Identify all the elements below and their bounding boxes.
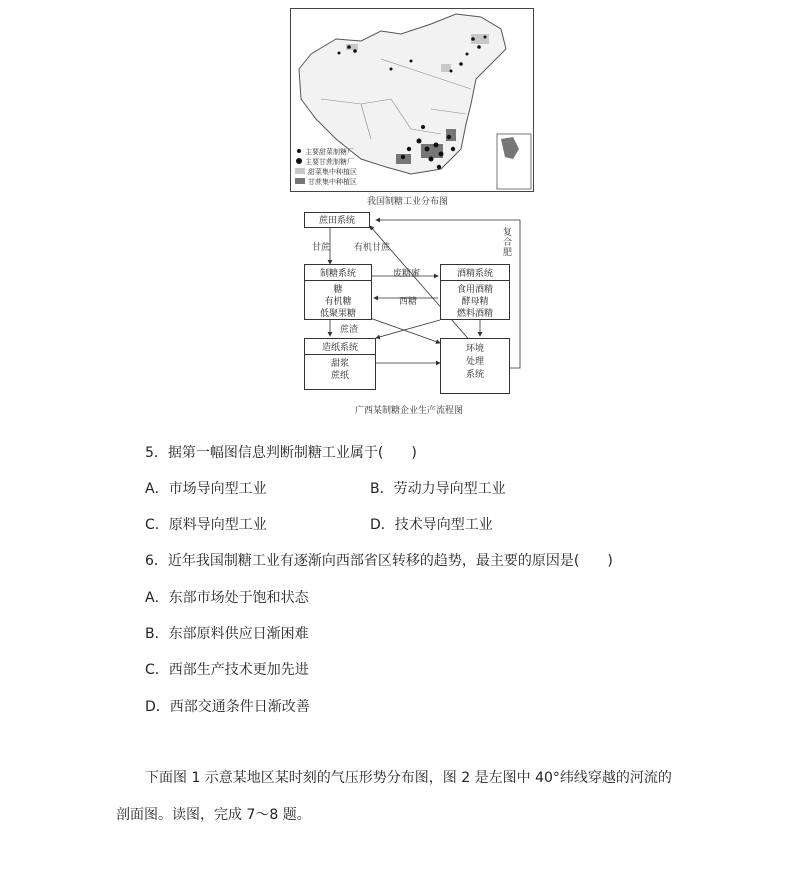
sugar-item: 低聚果糖 xyxy=(319,309,356,319)
question-6-option-a[interactable]: A．东部市场处于饱和状态 xyxy=(145,590,309,606)
box-paper-title: 造纸系统 xyxy=(305,339,375,355)
label-youji: 有机甘蔗 xyxy=(354,243,391,253)
flowchart xyxy=(290,208,530,408)
sugar-item: 有机糖 xyxy=(324,297,352,307)
question-5-option-d[interactable]: D．技术导向型工业 xyxy=(370,517,493,533)
alcohol-item: 酵母精 xyxy=(461,297,489,307)
env-item: 系统 xyxy=(465,370,484,380)
figure1-caption: 我国制糖工业分布图 xyxy=(367,197,449,207)
question-5-option-b[interactable]: B．劳动力导向型工业 xyxy=(370,481,506,497)
box-alcohol-title: 酒精系统 xyxy=(441,265,509,281)
label-molasses: 废糖蜜 xyxy=(393,269,421,279)
legend-beet-area: 甜菜集中种植区 xyxy=(295,167,357,177)
env-item: 处理 xyxy=(465,357,484,367)
label-ganzhe: 甘蔗 xyxy=(312,243,331,253)
question-6-option-d[interactable]: D．西部交通条件日渐改善 xyxy=(145,699,310,715)
alcohol-item: 燃料酒精 xyxy=(456,309,493,319)
intro-line-2: 剖面图。读图，完成 7～8 题。 xyxy=(116,807,311,823)
china-sugar-map xyxy=(290,8,534,192)
label-xitang: 西糖 xyxy=(399,297,418,307)
figure2-caption: 广西某制糖企业生产流程图 xyxy=(355,406,464,416)
box-paper-system xyxy=(304,338,376,390)
env-item: 环境 xyxy=(465,344,484,354)
alcohol-item: 食用酒精 xyxy=(456,285,493,295)
box-sugar-system xyxy=(304,264,372,320)
question-6-option-c[interactable]: C．西部生产技术更加先进 xyxy=(145,662,309,678)
paper-item: 甜浆 xyxy=(330,359,349,369)
label-fertilizer: 复合肥 xyxy=(503,228,513,258)
question-5-stem: 5．据第一幅图信息判断制糖工业属于( ) xyxy=(145,445,417,461)
legend-beet-factory: 主要甜菜制糖厂 xyxy=(295,147,357,157)
question-6-stem: 6．近年我国制糖工业有逐渐向西部省区转移的趋势，最主要的原因是( ) xyxy=(145,553,613,569)
question-6-option-b[interactable]: B．东部原料供应日渐困难 xyxy=(145,626,309,642)
map-legend xyxy=(295,147,357,187)
box-alcohol-system xyxy=(440,264,510,320)
sugar-item: 糖 xyxy=(333,285,343,295)
question-5-option-a[interactable]: A．市场导向型工业 xyxy=(145,481,267,497)
box-sugar-title: 制糖系统 xyxy=(305,265,371,281)
question-5-option-c[interactable]: C．原料导向型工业 xyxy=(145,517,267,533)
box-field-title: 蔗田系统 xyxy=(318,216,355,226)
box-env-system xyxy=(440,338,510,394)
legend-cane-factory: 主要甘蔗制糖厂 xyxy=(295,157,357,167)
paper-item: 蔗纸 xyxy=(330,371,349,381)
intro-line-1: 下面图 1 示意某地区某时刻的气压形势分布图，图 2 是左图中 40°纬线穿越的河流的 xyxy=(145,770,672,786)
box-field-system xyxy=(304,212,370,228)
label-bagasse: 蔗渣 xyxy=(340,325,359,335)
legend-cane-area: 甘蔗集中种植区 xyxy=(295,177,357,187)
